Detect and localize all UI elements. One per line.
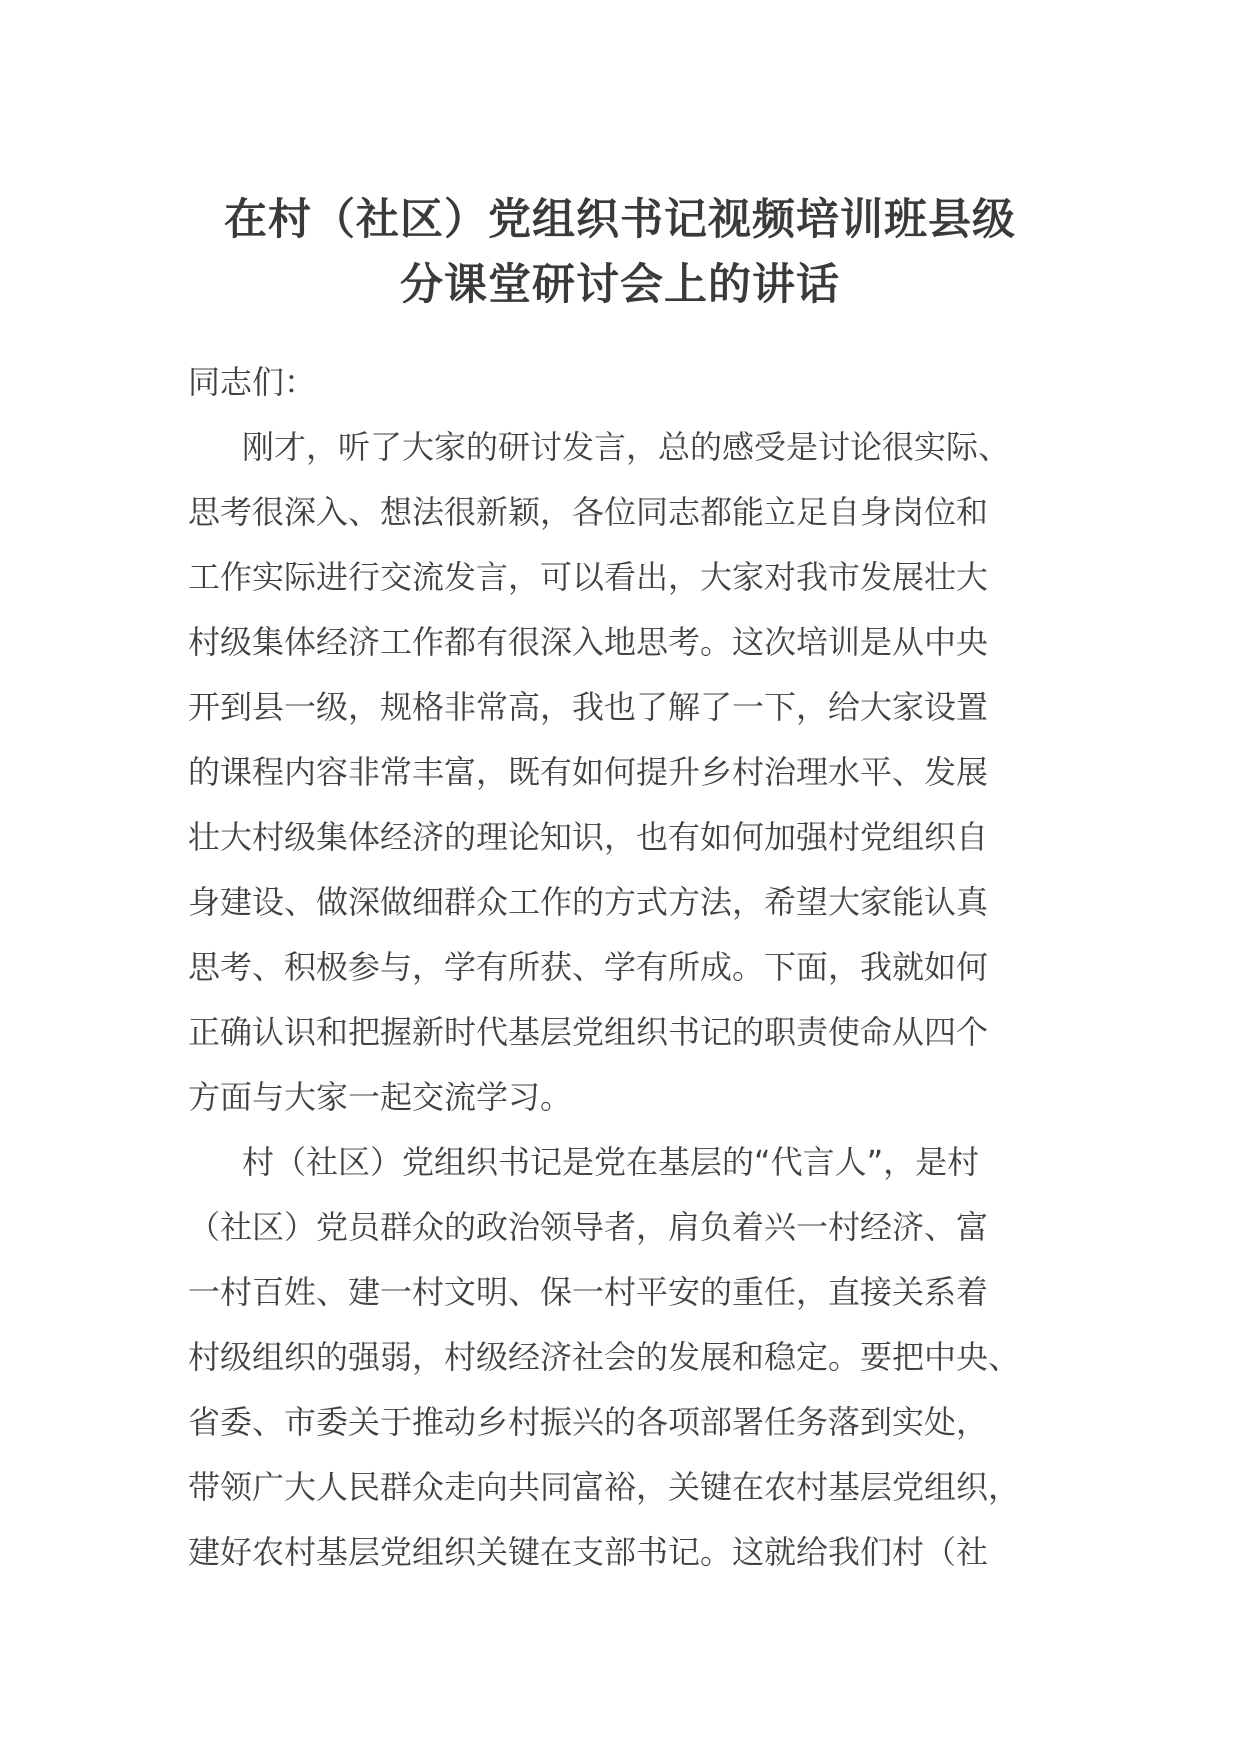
document-body [188, 350, 1058, 1585]
salutation: 同志们： [188, 363, 317, 401]
document-title [160, 188, 1080, 318]
paragraph-line: 开到县一级，规格非常高，我也了解了一下，给大家设置 [188, 688, 989, 726]
paragraph-line: 正确认识和把握新时代基层党组织书记的职责使命从四个 [188, 1013, 989, 1051]
paragraph-line: 身建设、做深做细群众工作的方式方法，希望大家能认真 [188, 883, 989, 921]
title-line-2: 分课堂研讨会上的讲话 [400, 260, 840, 310]
paragraph-line: 思考、积极参与，学有所获、学有所成。下面，我就如何 [188, 948, 989, 986]
paragraph-line: 思考很深入、想法很新颖，各位同志都能立足自身岗位和 [188, 493, 989, 531]
paragraph-1 [188, 415, 1058, 1130]
paragraph-line: （社区）党员群众的政治领导者，肩负着兴一村经济、富 [188, 1208, 989, 1246]
paragraph-line: 村级集体经济工作都有很深入地思考。这次培训是从中央 [188, 623, 989, 661]
paragraph-line: 方面与大家一起交流学习。 [188, 1078, 573, 1116]
paragraph-line: 带领广大人民群众走向共同富裕，关键在农村基层党组织， [188, 1468, 1021, 1506]
paragraph-line: 省委、市委关于推动乡村振兴的各项部署任务落到实处， [188, 1403, 989, 1441]
paragraph-line: 建好农村基层党组织关键在支部书记。这就给我们村（社 [188, 1533, 989, 1571]
paragraph-line: 一村百姓、建一村文明、保一村平安的重任，直接关系着 [188, 1273, 989, 1311]
paragraph-line: 壮大村级集体经济的理论知识，也有如何加强村党组织自 [188, 818, 989, 856]
paragraph-2 [188, 1130, 1058, 1585]
title-line-1: 在村（社区）党组织书记视频培训班县级 [224, 195, 1016, 245]
paragraph-line: 的课程内容非常丰富，既有如何提升乡村治理水平、发展 [188, 753, 989, 791]
paragraph-line: 村（社区）党组织书记是党在基层的“代言人”，是村 [242, 1143, 980, 1181]
paragraph-line: 村级组织的强弱，村级经济社会的发展和稳定。要把中央、 [188, 1338, 1021, 1376]
paragraph-line: 刚才，听了大家的研讨发言，总的感受是讨论很实际、 [242, 428, 1011, 466]
paragraph-line: 工作实际进行交流发言，可以看出，大家对我市发展壮大 [188, 558, 989, 596]
